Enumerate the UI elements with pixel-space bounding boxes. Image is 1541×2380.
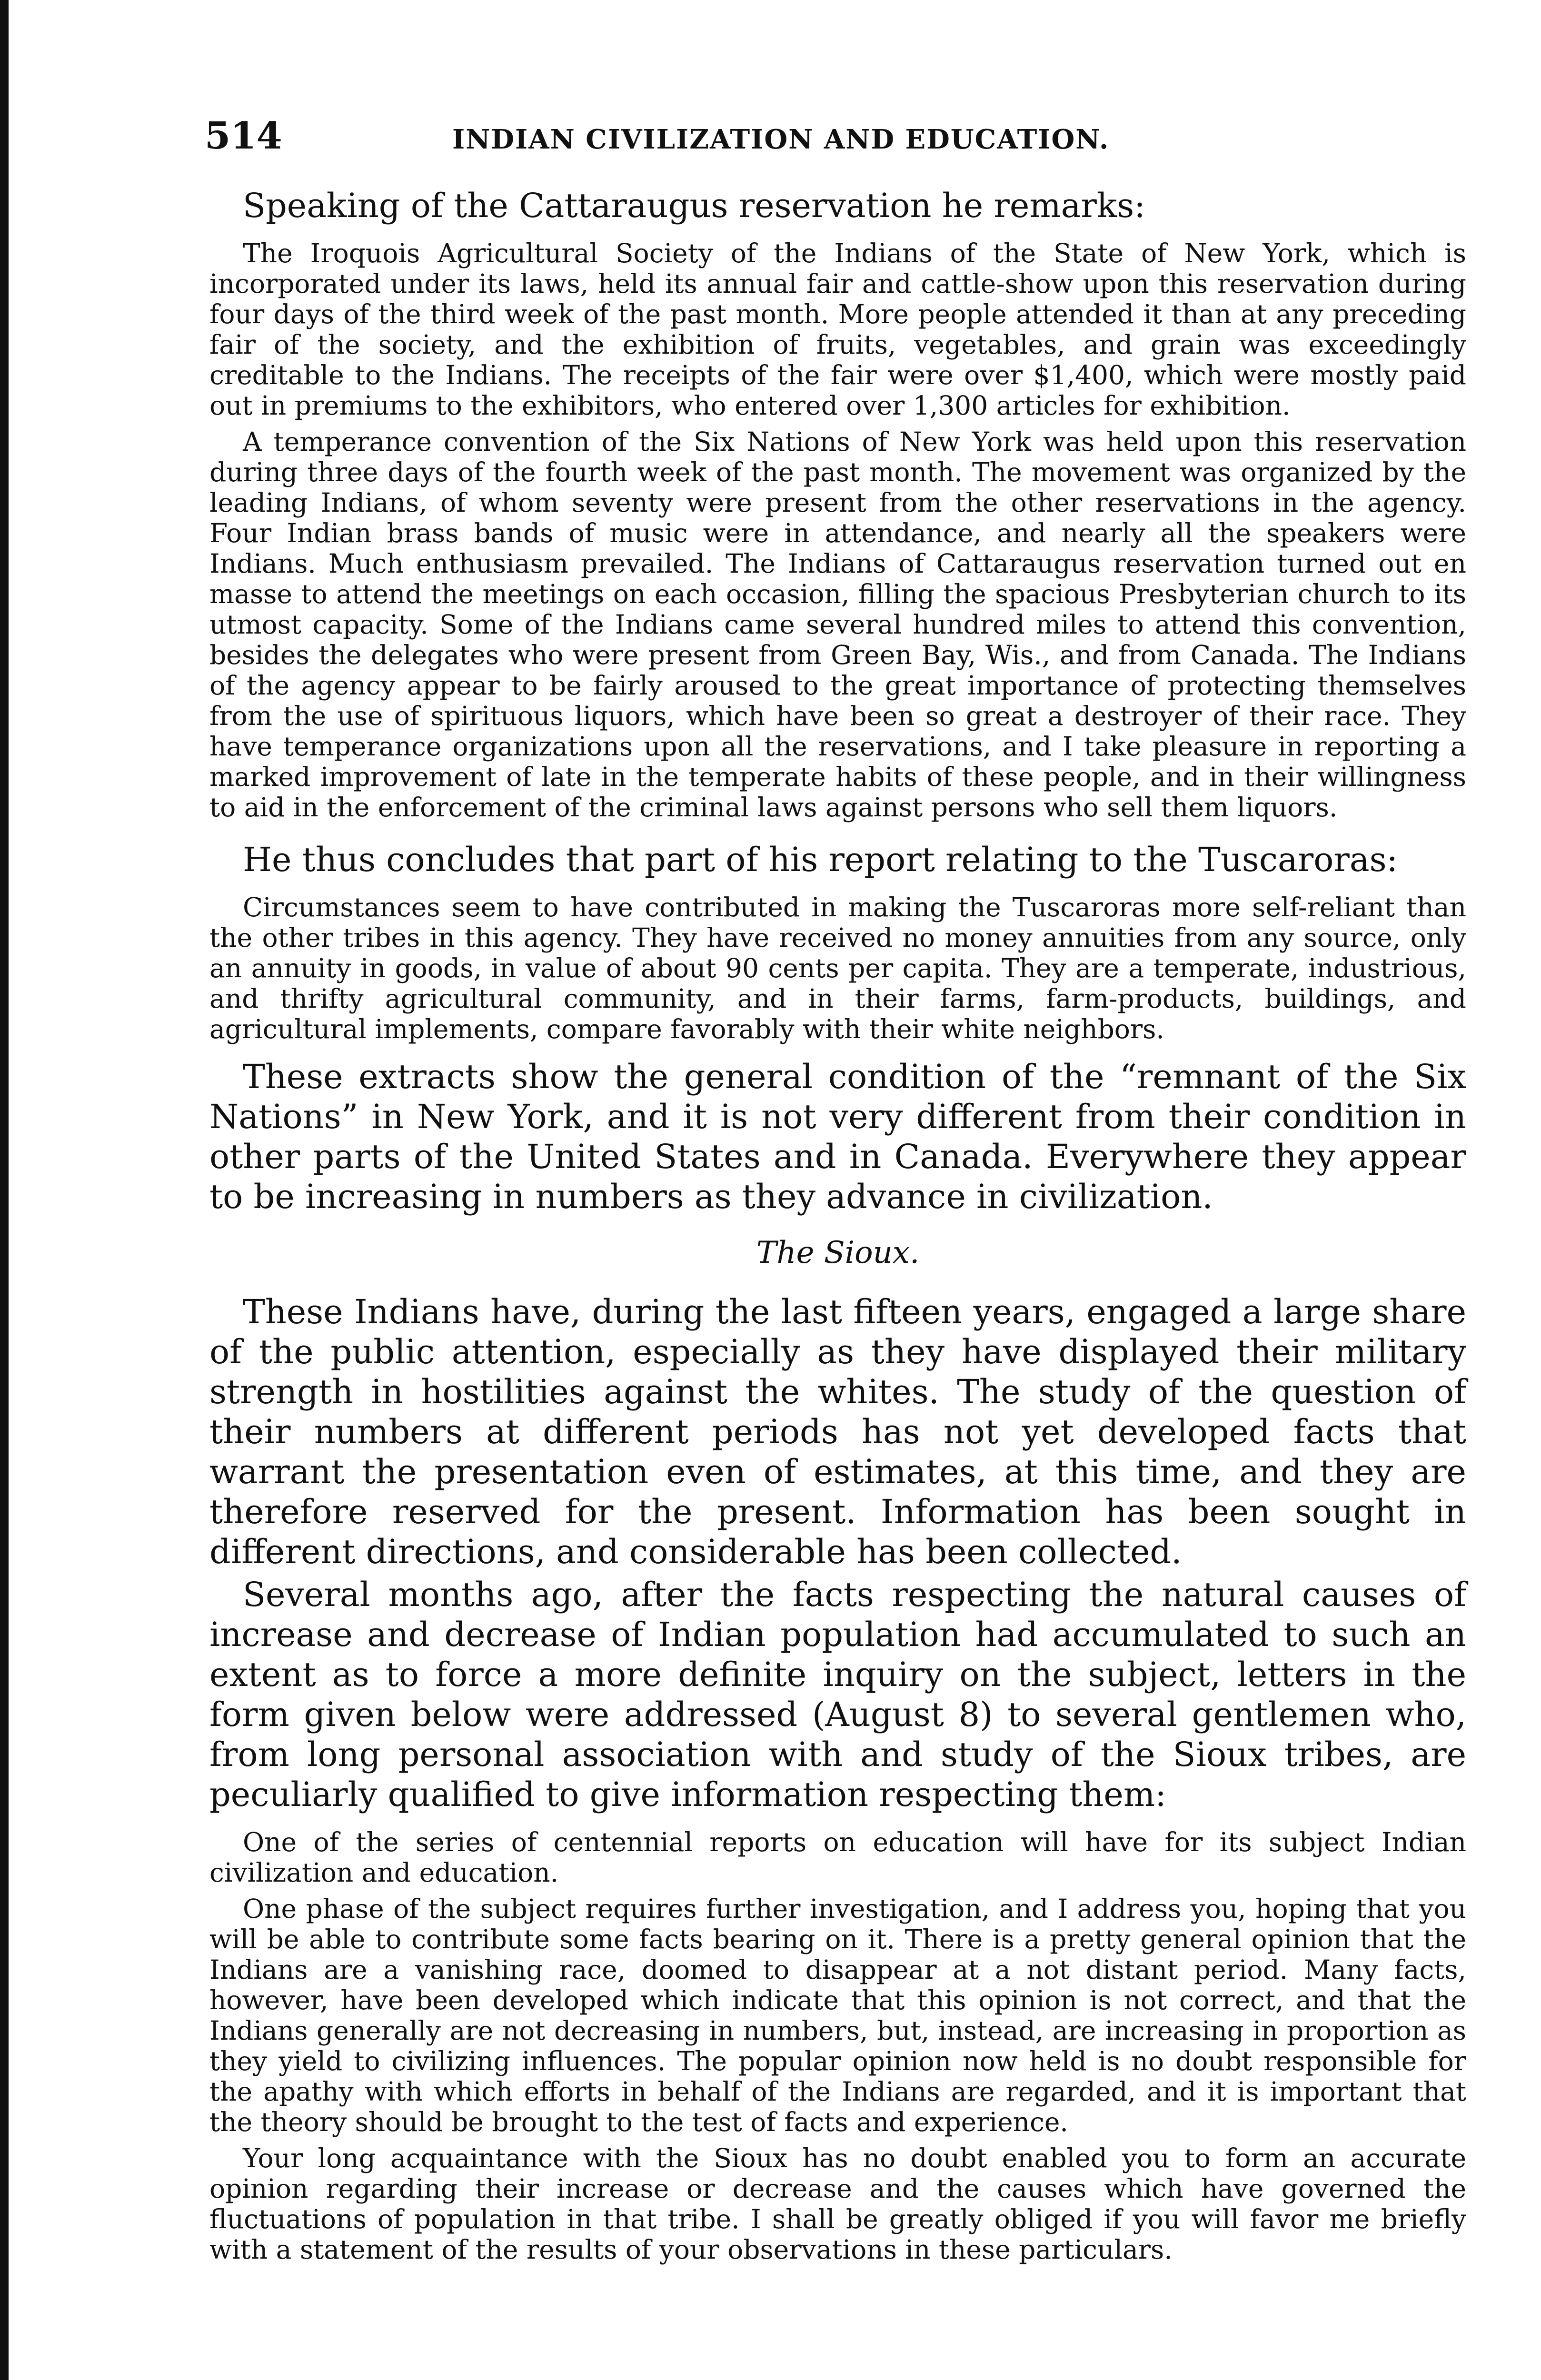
paragraph-letters-addressed: Several months ago, after the facts respecting the natural causes of increase and decrease of Indian population had accumulated to such an extent as to force a more definite inquiry on the subject, letters in the form given below were addressed (August 8) to several gentlemen who, from long personal association with and study of the Sioux tribes, are peculiarly qualified to give information respecting them: xyxy=(209,1575,1466,1814)
page-number: 514 xyxy=(205,114,282,158)
running-title: INDIAN CIVILIZATION AND EDUCATION. xyxy=(452,124,1110,155)
page-content xyxy=(205,114,1466,2265)
paragraph-sioux-attention: These Indians have, during the last fifteen years, engaged a large share of the public attention, especially as they have displayed their military strength in hostilities against the whites. The study of the question of their numbers at different periods has not yet developed facts that warrant the presentation even of estimates, at this time, and they are therefore reserved for the present. Information has been sought in different directions, and considerable has been collected. xyxy=(209,1292,1466,1571)
letter-paragraph-1: One of the series of centennial reports on education will have for its subject Indian civilization and education. xyxy=(209,1827,1466,1888)
letter-paragraph-3: Your long acquaintance with the Sioux has no doubt enabled you to form an accurate opinion regarding their increase or decrease and the causes which have governed the fluctuations of population in that tribe. I shall be greatly obliged if you will favor me briefly with a statement of the results of your observations in these particulars. xyxy=(209,2143,1466,2265)
intro-cattaraugus: Speaking of the Cattaraugus reservation he remarks: xyxy=(243,186,1145,225)
section-title-sioux: The Sioux. xyxy=(756,1235,920,1270)
paragraph-six-nations: These extracts show the general condition of the “remnant of the Six Nations” in New York, and it is not very different from their condition in other parts of the United States and in Canada. Everywhere they appear to be increasing in numbers as they advance in civilization. xyxy=(209,1057,1466,1216)
scan-border-left xyxy=(0,0,9,2380)
letter-paragraph-2: One phase of the subject requires further investigation, and I address you, hoping that you will be able to contribute some facts bearing on it. There is a pretty general opinion that the Indians are a vanishing race, doomed to disappear at a not distant period. Many facts, however, have been developed which indicate that this opinion is not correct, and that the Indians generally are not decreasing in numbers, but, instead, are increasing in proportion as they yield to civilizing influences. The popular opinion now held is no doubt responsible for the apathy with which efforts in behalf of the Indians are regarded, and it is important that the theory should be brought to the test of facts and experience. xyxy=(209,1894,1466,2137)
running-head xyxy=(205,114,1466,167)
quote-temperance-convention: A temperance convention of the Six Nations of New York was held upon this reservation during three days of the fourth week of the past month. The movement was organized by the leading Indians, of whom seventy were present from the other reservations in the agency. Four Indian brass bands of music were in attendance, and nearly all the speakers were Indians. Much enthusiasm prevailed. The Indians of Cattaraugus reservation turned out en masse to attend the meetings on each occasion, filling the spacious Presbyterian church to its utmost capacity. Some of the Indians came several hundred miles to attend this convention, besides the delegates who were present from Green Bay, Wis., and from Canada. The Indians of the agency appear to be fairly aroused to the great importance of protecting themselves from the use of spirituous liquors, which have been so great a destroyer of their race. They have temperance organizations upon all the reservations, and I take pleasure in reporting a marked improvement of late in the temperate habits of these people, and in their willingness to aid in the enforcement of the criminal laws against persons who sell them liquors. xyxy=(209,426,1466,823)
quote-tuscaroras: Circumstances seem to have contributed in making the Tuscaroras more self-reliant than the other tribes in this agency. They have received no money annuities from any source, only an annuity in goods, in value of about 90 cents per capita. They are a temperate, industrious, and thrifty agricultural community, and in their farms, farm-products, buildings, and agricultural implements, compare favorably with their white neighbors. xyxy=(209,892,1466,1044)
intro-tuscaroras: He thus concludes that part of his report relating to the Tuscaroras: xyxy=(243,840,1398,879)
quote-agricultural-fair: The Iroquois Agricultural Society of the Indians of the State of New York, which is incorporated under its laws, held its annual fair and cattle-show upon this reservation during four days of the third week of the past month. More people attended it than at any preceding fair of the society, and the exhibition of fruits, vegetables, and grain was exceedingly creditable to the Indians. The receipts of the fair were over $1,400, which were mostly paid out in premiums to the exhibitors, who entered over 1,300 articles for exhibition. xyxy=(209,238,1466,421)
